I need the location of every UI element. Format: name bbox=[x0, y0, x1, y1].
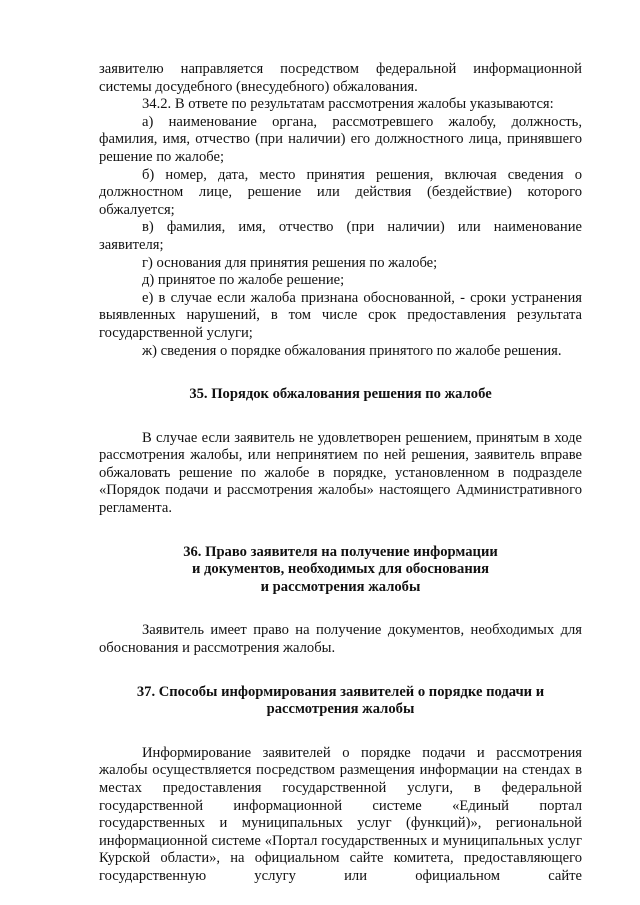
section-36-heading-line-2: и документов, необходимых для обоснования bbox=[191, 561, 490, 578]
section-37-heading-line-1: 37. Способы информирования заявителей о порядке подачи и bbox=[136, 683, 545, 700]
list-item-g: г) основания для принятия решения по жалобе; bbox=[142, 254, 438, 271]
section-36-heading-line-3: и рассмотрения жалобы bbox=[260, 578, 421, 595]
list-item-d: д) принятое по жалобе решение; bbox=[142, 272, 345, 289]
section-36-text: Заявитель имеет право на получение документов, необходимых для обоснования и рассмотрения жалобы. bbox=[99, 622, 582, 657]
list-item-a: а) наименование органа, рассмотревшего жалобу, должность, фамилия, имя, отчество (при наличии) его должностного лица, принявшего решение по жалобе; bbox=[99, 113, 582, 165]
section-37-heading bbox=[99, 684, 582, 719]
section-37-heading-line-2: рассмотрения жалобы bbox=[266, 701, 415, 718]
paragraph-34-2: 34.2. В ответе по результатам рассмотрения жалобы указываются: bbox=[142, 96, 554, 113]
list-item-e: е) в случае если жалоба признана обоснованной, - сроки устранения выявленных нарушений, в том числе срок предоставления результата государственной услуги; bbox=[99, 289, 582, 341]
section-35-heading-line: 35. Порядок обжалования решения по жалобе bbox=[189, 386, 492, 403]
section-36-heading bbox=[99, 544, 582, 597]
list-item-b: б) номер, дата, место принятия решения, включая сведения о должностном лице, решение или действия (бездействие) которого обжалуется; bbox=[99, 166, 582, 218]
list-item-v: в) фамилия, имя, отчество (при наличии) или наименование заявителя; bbox=[99, 219, 582, 253]
list-item-zh: ж) сведения о порядке обжалования принятого по жалобе решения. bbox=[142, 342, 562, 359]
section-37-text: Информирование заявителей о порядке подачи и рассмотрения жалобы осуществляется посредством размещения информации на стендах в местах предоставления государственной услуги, в федеральной государственной информационной системе «Единый портал государственных и муниципальных услуг (функций)», региональной информационной системе «Портал государственных и муниципальных услуг Курской области», на официальном сайте комитета, предоставляющего государственную услугу или официальном сайте bbox=[99, 744, 582, 884]
section-35-heading bbox=[99, 386, 582, 404]
paragraph-continuation: заявителю направляется посредством федеральной информационной системы досудебного (внесудебного) обжалования. bbox=[99, 61, 582, 95]
section-36-heading-line-1: 36. Право заявителя на получение информации bbox=[183, 543, 498, 560]
section-35-text: В случае если заявитель не удовлетворен решением, принятым в ходе рассмотрения жалобы, или непринятием по ней решения, заявитель вправе обжаловать решение по жалобе в порядке, установленном в подразделе «Порядок подачи и рассмотрения жалобы» настоящего Административного регламента. bbox=[99, 429, 582, 517]
